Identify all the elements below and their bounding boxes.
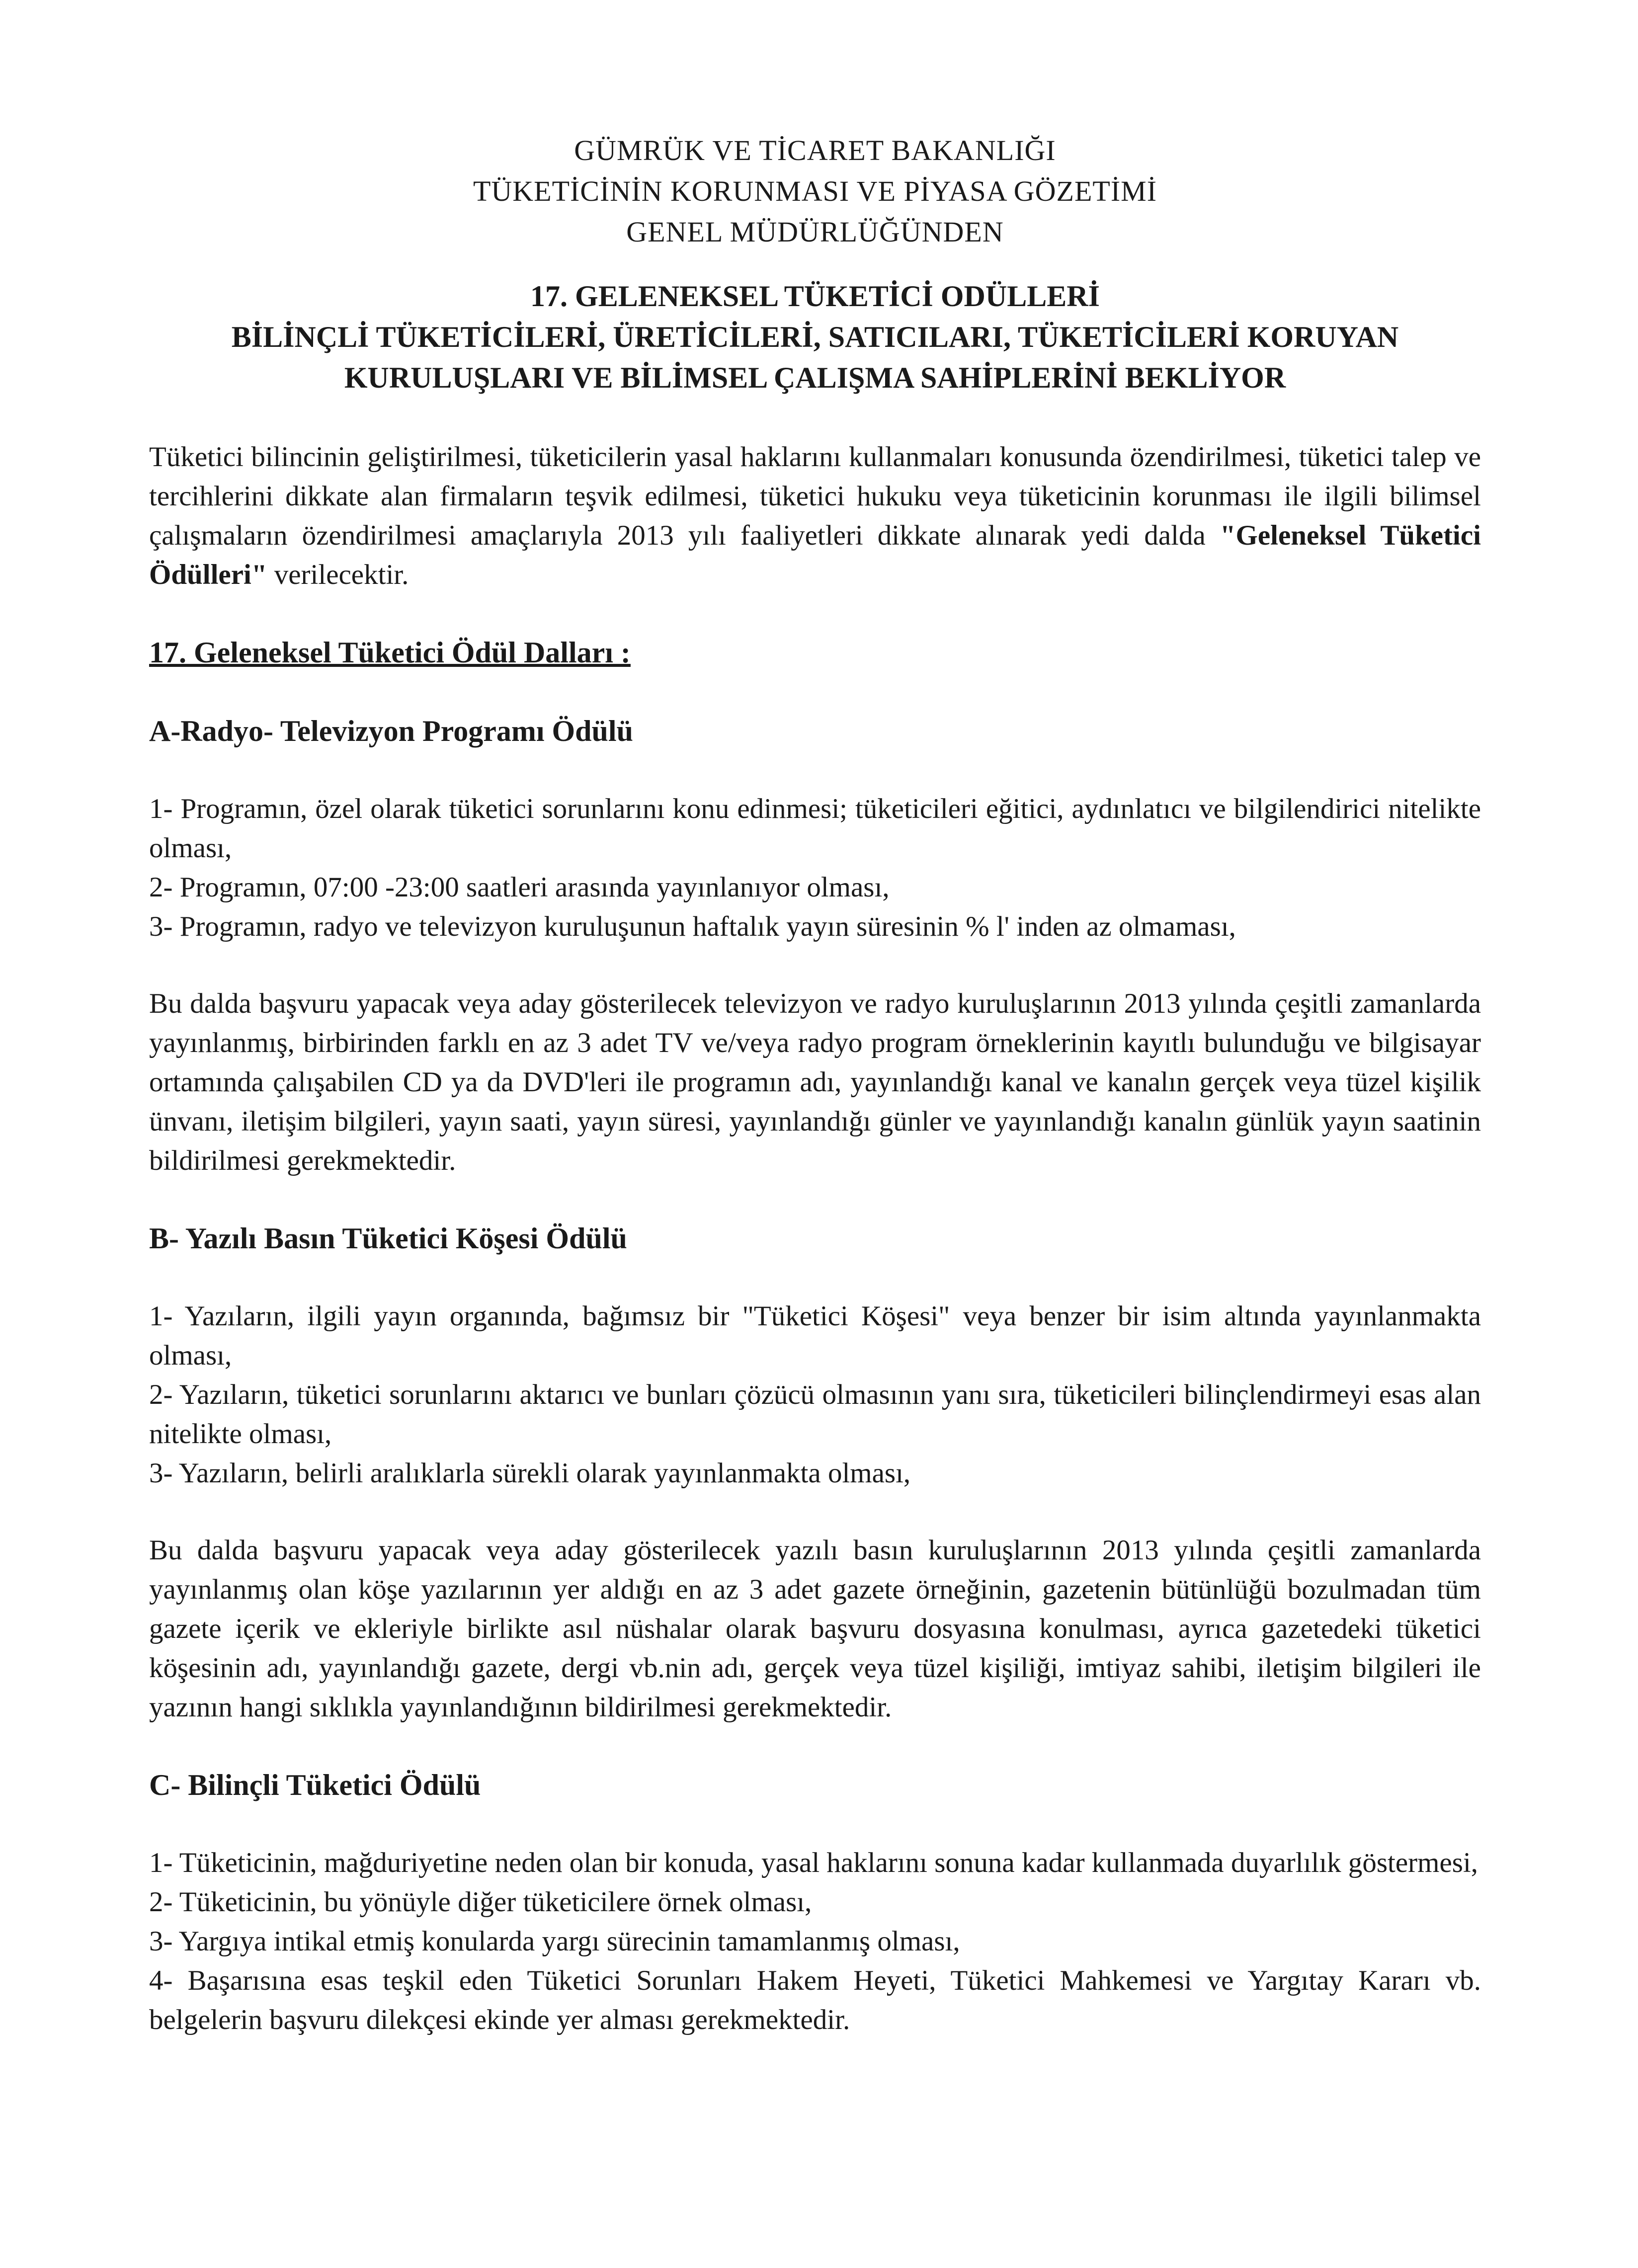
intro-text: Tüketici bilincinin geliştirilmesi, tüketicilerin yasal haklarını kullanmaları konusunda özendirilmesi, tüketici talep ve tercihlerini dikkate alan firmaların teşvik edilmesi, tüketici hukuku veya tüketicinin korunması ile ilgili bilimsel çalışmaların özendirilmesi amaçlarıyla 2013 yılı faaliyetleri dikkate alınarak yedi dalda xyxy=(149,441,1481,551)
section-b-item: 3- Yazıların, belirli aralıklarla sürekli olarak yayınlanmakta olması, xyxy=(149,1458,911,1489)
intro-bold-award-name: "Geleneksel Tüketici Ödülleri" xyxy=(149,520,1481,590)
letter-header xyxy=(139,130,1491,252)
subject-line-2: BİLİNÇLİ TÜKETİCİLERİ, ÜRETİCİLERİ, SATICILARI, TÜKETİCİLERİ KORUYAN xyxy=(231,321,1399,353)
section-a-item: 2- Programın, 07:00 -23:00 saatleri arasında yayınlanıyor olması, xyxy=(149,872,890,903)
header-line-ministry: GÜMRÜK VE TİCARET BAKANLIĞI xyxy=(574,134,1056,166)
section-b-title: B- Yazılı Basın Tüketici Köşesi Ödülü xyxy=(149,1222,627,1255)
section-a-item: 3- Programın, radyo ve televizyon kuruluşunun haftalık yayın süresinin % l' inden az olmaması, xyxy=(149,911,1236,942)
header-line-department: TÜKETİCİNİN KORUNMASI VE PİYASA GÖZETİMİ xyxy=(473,175,1157,207)
section-a-paragraph: Bu dalda başvuru yapacak veya aday gösterilecek televizyon ve radyo kuruluşlarının 2013 yılında çeşitli zamanlarda yayınlanmış, birbirinden farklı en az 3 adet TV ve/veya radyo program örneklerinin kayıtlı bulunduğu ve bilgisayar ortamında çalışabilen CD ya da DVD'leri ile programın adı, yayınlandığı kanal ve kanalın gerçek veya tüzel kişilik ünvanı, iletişim bilgileri, yayın saati, yayın süresi, yayınlandığı günler ve yayınlandığı kanalın günlük yayın saatinin bildirilmesi gerekmektedir. xyxy=(149,988,1481,1176)
section-b-paragraph: Bu dalda başvuru yapacak veya aday gösterilecek yazılı basın kuruluşlarının 2013 yılında çeşitli zamanlarda yayınlanmış olan köşe yazılarının yer aldığı en az 3 adet gazete örneğinin, gazetenin bütünlüğü bozulmadan tüm gazete içerik ve ekleriyle birlikte asıl nüshalar olarak başvuru dosyasına konulması, ayrıca gazetedeki tüketici köşesinin adı, yayınlandığı gazete, dergi vb.nin adı, gerçek veya tüzel kişiliği, imtiyaz sahibi, iletişim bilgileri ile yazının hangi sıklıkla yayınlandığının bildirilmesi gerekmektedir. xyxy=(149,1535,1481,1723)
section-c-item: 3- Yargıya intikal etmiş konularda yargı sürecinin tamamlanmış olması, xyxy=(149,1926,960,1957)
subject-line-3: KURULUŞLARI VE BİLİMSEL ÇALIŞMA SAHİPLERİNİ BEKLİYOR xyxy=(344,361,1286,394)
section-a-title: A-Radyo- Televizyon Programı Ödülü xyxy=(149,715,633,747)
branches-title: 17. Geleneksel Tüketici Ödül Dalları : xyxy=(149,636,631,669)
section-c-item: 1- Tüketicinin, mağduriyetine neden olan bir konuda, yasal haklarını sonuna kadar kullanmada duyarlılık göstermesi, xyxy=(149,1847,1478,1878)
intro-paragraph xyxy=(149,437,1481,594)
section-c-item: 2- Tüketicinin, bu yönüyle diğer tüketicilere örnek olması, xyxy=(149,1886,812,1918)
document-body xyxy=(149,437,1481,2039)
section-b-item: 2- Yazıların, tüketici sorunlarını aktarıcı ve bunları çözücü olmasının yanı sıra, tüketicileri bilinçlendirmeyi esas alan nitelikte olması, xyxy=(149,1379,1481,1450)
section-b-item: 1- Yazıların, ilgili yayın organında, bağımsız bir "Tüketici Köşesi" veya benzer bir isim altında yayınlanmakta olması, xyxy=(149,1300,1481,1371)
section-c-title: C- Bilinçli Tüketici Ödülü xyxy=(149,1769,481,1801)
section-a-item: 1- Programın, özel olarak tüketici sorunlarını konu edinmesi; tüketicileri eğitici, aydınlatıcı ve bilgilendirici nitelikte olması, xyxy=(149,793,1481,864)
subject-block xyxy=(149,276,1481,398)
intro-end: verilecektir. xyxy=(274,559,409,590)
header-line-directorate: GENEL MÜDÜRLÜĞÜNDEN xyxy=(626,216,1004,248)
subject-line-1: 17. GELENEKSEL TÜKETİCİ ODÜLLERİ xyxy=(530,280,1100,313)
section-c-item: 4- Başarısına esas teşkil eden Tüketici Sorunları Hakem Heyeti, Tüketici Mahkemesi ve Yargıtay Kararı vb. belgelerin başvuru dilekçesi ekinde yer alması gerekmektedir. xyxy=(149,1965,1481,2035)
